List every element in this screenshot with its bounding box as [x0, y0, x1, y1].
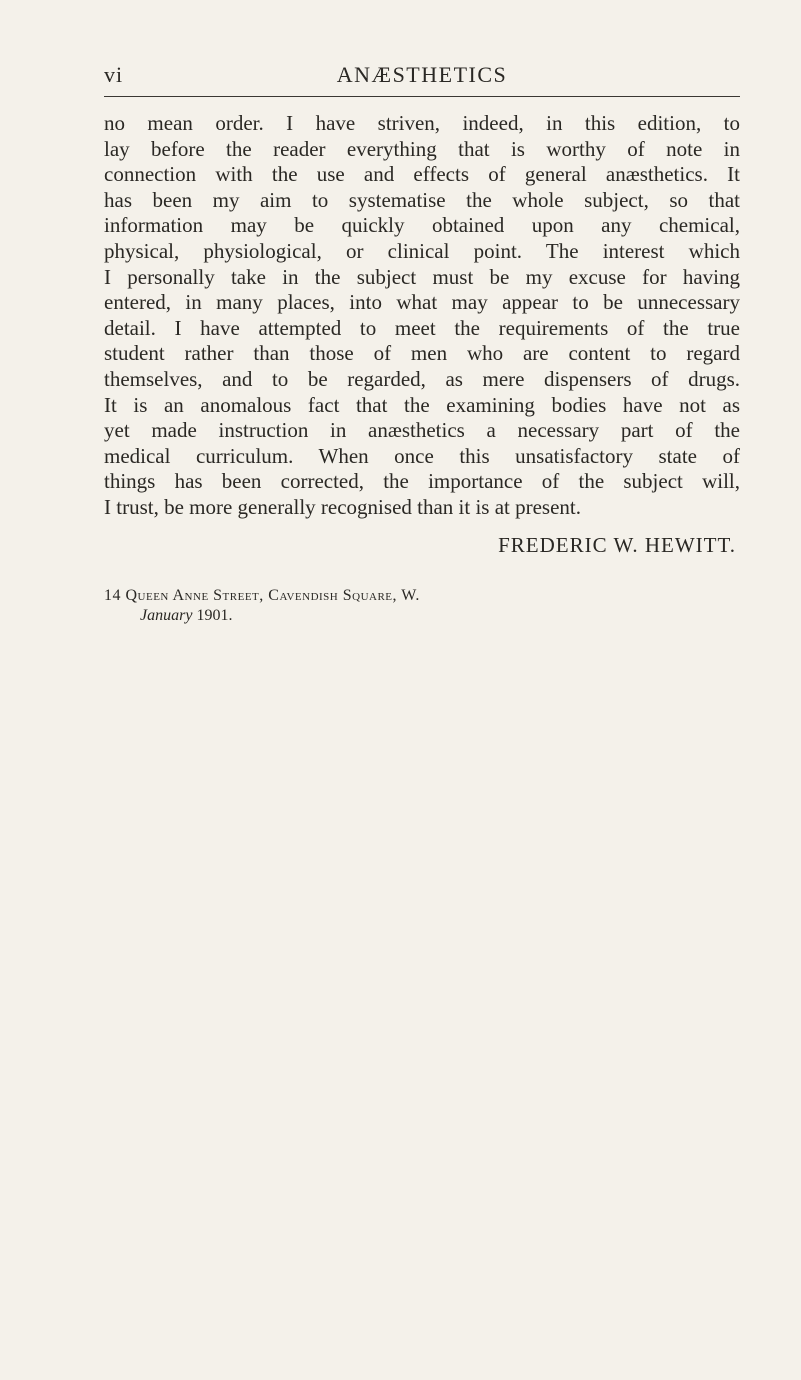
text-line: things has been corrected, the importance of the subject will,	[104, 469, 740, 494]
date-month: January	[140, 606, 193, 624]
text-line: no mean order. I have striven, indeed, in this edition, to	[104, 111, 740, 135]
running-title: ANÆSTHETICS	[336, 62, 508, 87]
author-address	[104, 586, 740, 626]
book-page	[104, 56, 740, 626]
text-line: I personally take in the subject must be my excuse for having	[104, 264, 740, 289]
street-address: 14 Queen Anne Street, Cavendish Square, W.	[104, 586, 420, 604]
text-line: detail. I have attempted to meet the requirements of the true	[104, 315, 740, 340]
date-year: 1901.	[196, 606, 233, 624]
text-line: entered, in many places, into what may appear to be unnecessary	[104, 290, 740, 315]
text-line: It is an anomalous fact that the examining bodies have not as	[104, 392, 740, 417]
text-line: yet made instruction in anæsthetics a necessary part of the	[104, 418, 740, 443]
text-line: student rather than those of men who are content to regard	[104, 341, 740, 366]
header-rule	[104, 96, 740, 97]
author-signature: FREDERIC W. HEWITT.	[498, 532, 736, 557]
running-head	[104, 56, 740, 92]
text-line: information may be quickly obtained upon any chemical,	[104, 213, 740, 238]
text-line: physical, physiological, or clinical point. The interest which	[104, 238, 740, 263]
text-line: has been my aim to systematise the whole subject, so that	[104, 187, 740, 212]
preface-paragraph	[104, 111, 740, 521]
text-line: lay before the reader everything that is worthy of note in	[104, 136, 740, 161]
preface-date	[104, 606, 740, 626]
text-line: connection with the use and effects of general anæsthetics. It	[104, 162, 740, 187]
page-number: vi	[104, 62, 124, 87]
text-line: medical curriculum. When once this unsatisfactory state of	[104, 443, 740, 468]
text-line: I trust, be more generally recognised than it is at present.	[104, 494, 582, 519]
text-line: themselves, and to be regarded, as mere dispensers of drugs.	[104, 366, 740, 391]
